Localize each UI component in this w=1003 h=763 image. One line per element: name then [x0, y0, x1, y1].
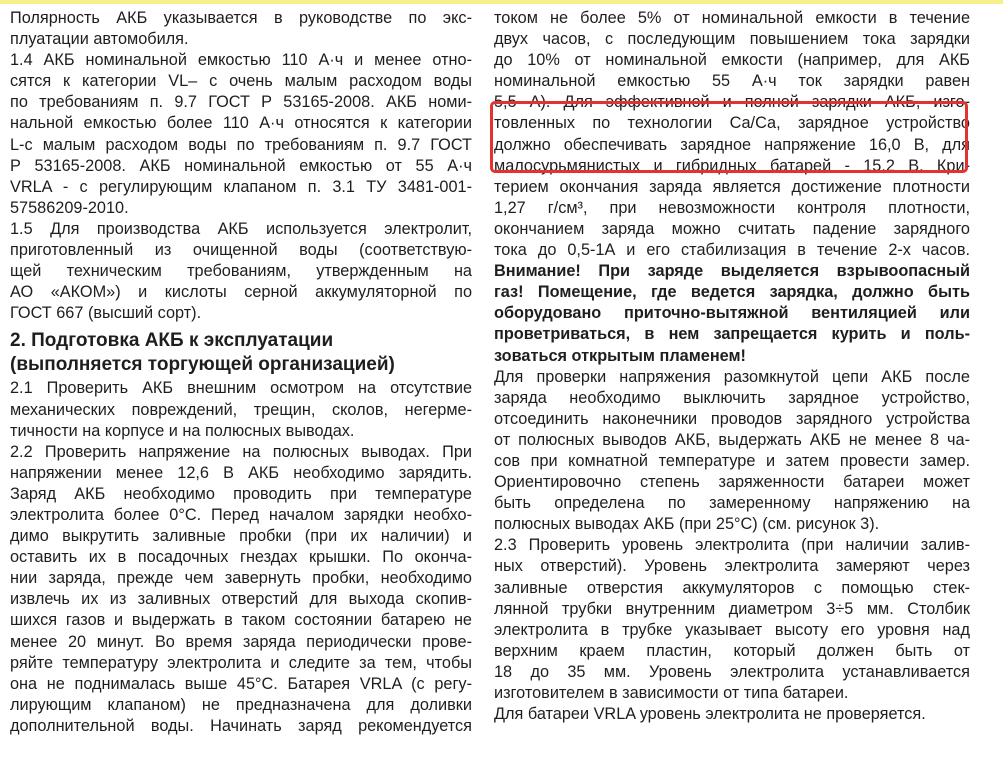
text-line: сов при комнатной температуре и затем провести замер. — [494, 451, 970, 470]
text-line: ГОСТ 667 (высший сорт). — [10, 304, 202, 323]
text-line: электролита более 0°С. Перед началом зарядки необхо- — [10, 505, 472, 524]
text-line: Заряд АКБ необходимо проводить при температуре — [10, 484, 472, 503]
text-line: от полюсных выводов АКБ, выдержать АКБ не менее 8 ча- — [494, 430, 970, 449]
text-line: напряжении менее 12,6 В АКБ необходимо зарядить. — [10, 463, 472, 482]
text-line: быть определена по замеренному напряжению на — [494, 494, 970, 513]
highlight-annotation-box — [490, 101, 968, 173]
text-line: тока до 0,5-1А и его стабилизация в течение 2-х часов. — [494, 241, 970, 260]
text-line: димо выкрутить заливные пробки (при их наличии) и — [10, 527, 472, 546]
text-line: заряда необходимо выключить зарядное устройство, — [494, 388, 970, 407]
text-line: Полярность АКБ указывается в руководстве по экс- — [10, 9, 472, 27]
text-line: 2.2 Проверить напряжение на полюсных выводах. При — [10, 442, 472, 461]
text-line: отсоединить наконечники проводов зарядного устройства — [494, 409, 970, 428]
text-line: 2.1 Проверить АКБ внешним осмотром на отсутствие — [10, 379, 472, 398]
text-line: по требованиям п. 9.7 ГОСТ Р 53165-2008. АКБ номи- — [10, 93, 472, 112]
text-line: лянной трубки внутренним диаметром 3÷5 мм. Столбик — [494, 599, 970, 618]
left-column — [10, 8, 472, 737]
warning-line: газ! Помещение, где ведется зарядка, должно быть — [494, 283, 970, 302]
text-line: Для батареи VRLA уровень электролита не проверяется. — [494, 705, 926, 724]
text-line: АО «АКОМ») и кислоты серной аккумуляторной по — [10, 283, 472, 302]
text-line: током не более 5% от номинальной емкости в течение — [494, 9, 970, 27]
warning-block — [494, 261, 970, 366]
text-line: полюсных выводах АКБ (при 25°С) (см. рисунок 3). — [494, 515, 880, 534]
text-line: дополнительной воды. Начинать заряд рекомендуется — [10, 716, 472, 735]
text-line: 1.4 АКБ номинальной емкостью 110 А·ч и менее отно- — [10, 51, 472, 70]
warning-line: зоваться открытым пламенем! — [494, 346, 746, 365]
text-line: заливные отверстия аккумуляторов с помощью стек- — [494, 578, 970, 597]
section-body — [10, 378, 472, 737]
heading-line: 2. Подготовка АКБ к эксплуатации — [10, 330, 334, 352]
text-line: окончанием заряда можно считать падение зарядного — [494, 219, 970, 238]
text-line: Р 53165-2008. АКБ номинальной емкостью от 55 А·ч — [10, 156, 472, 175]
text-line: 2.3 Проверить уровень электролита (при наличии залив- — [494, 536, 970, 555]
text-line: Для проверки напряжения разомкнутой цепи АКБ после — [494, 367, 970, 386]
highlighted-text-line: товленных по технологии Са/Са, зарядное устройство — [494, 114, 970, 133]
top-highlight-bar — [0, 0, 1003, 4]
highlighted-text-line: должно обеспечивать зарядное напряжение 16,0 В, для — [494, 135, 970, 154]
text-line: 18 до 35 мм. Уровень электролита устанавливается — [494, 662, 970, 681]
text-line: нальной емкостью более 110 А·ч относятся к категории — [10, 114, 472, 133]
text-line: 57586209-2010. — [10, 198, 129, 217]
text-line: механических повреждений, трещин, сколов, негерме- — [10, 400, 472, 419]
text-line: малосурьмянистых и гибридных батарей - 15,2 В. Кри- — [494, 156, 970, 175]
text-line: верхним краем пластин, который должен быть от — [494, 641, 970, 660]
text-line: 1.5 Для производства АКБ используется электролит, — [10, 219, 472, 238]
text-line: двух часов, с последующим повышением тока зарядки — [494, 30, 970, 49]
section-heading — [10, 330, 472, 375]
text-line: нии заряда, прежде чем завернуть пробки, необходимо — [10, 569, 472, 588]
text-line: сятся к категории VL– с очень малым расходом воды — [10, 72, 472, 91]
text-line: электролита в трубке указывает высоту его уровня над — [494, 620, 970, 639]
text-line: менее 20 минут. Во время заряда периодически прове- — [10, 632, 472, 651]
text-line: VRLA - с регулирующим клапаном п. 3.1 ТУ 3481-001- — [10, 177, 472, 196]
text-line: 1,27 г/см³, при невозможности контроля плотности, — [494, 198, 970, 217]
voltage-text — [494, 367, 970, 726]
text-line: плуатации автомобиля. — [10, 30, 189, 49]
text-line: она не поднималась выше 45°С. Батарея VRLA (с регу- — [10, 674, 472, 693]
text-line: ных отверстий). Уровень электролита замеряют через — [494, 557, 970, 576]
text-line: извлечь их из заливных отверстий для выхода скопив- — [10, 590, 472, 609]
text-line: щей техническим требованиям, утвержденным на — [10, 262, 472, 281]
warning-line: оборудовано приточно-вытяжной вентиляцией или — [494, 304, 970, 323]
text-line: ряйте температуру электролита и следите за тем, чтобы — [10, 653, 472, 672]
heading-line: (выполняется торгующей организацией) — [10, 353, 395, 375]
text-line: тичности на корпусе и на полюсных выводах. — [10, 421, 355, 440]
text-line: L-с малым расходом воды по требованиям п. 9.7 ГОСТ — [10, 135, 472, 154]
text-line: шихся газов и выдержать в таком состоянии батарею не — [10, 611, 472, 630]
warning-line: Внимание! При заряде выделяется взрывоопасный — [494, 262, 970, 281]
text-line: лирующим клапаном) не предназначена для доливки — [10, 695, 472, 714]
text-line: до 10% от номинальной емкости (например, для АКБ — [494, 51, 970, 70]
text-line: изготовителем в зависимости от типа батареи. — [494, 684, 849, 702]
text-line: номинальной емкостью 55 А·ч ток зарядки равен — [494, 72, 970, 91]
text-line: терием окончания заряда является достижение плотности — [494, 177, 970, 196]
text-line: приготовленный из очищенной воды (соответствую- — [10, 241, 472, 260]
highlighted-text-line: 5,5 А). Для эффективной и полной зарядки АКБ, изго- — [494, 93, 970, 112]
text-line: оставить их в посадочных гнездах крышки. По оконча- — [10, 548, 472, 567]
text-line: Ориентировочно степень заряженности батареи может — [494, 473, 970, 492]
warning-line: проветриваться, в нем запрещается курить и поль- — [494, 325, 970, 344]
intro-text — [10, 8, 472, 324]
